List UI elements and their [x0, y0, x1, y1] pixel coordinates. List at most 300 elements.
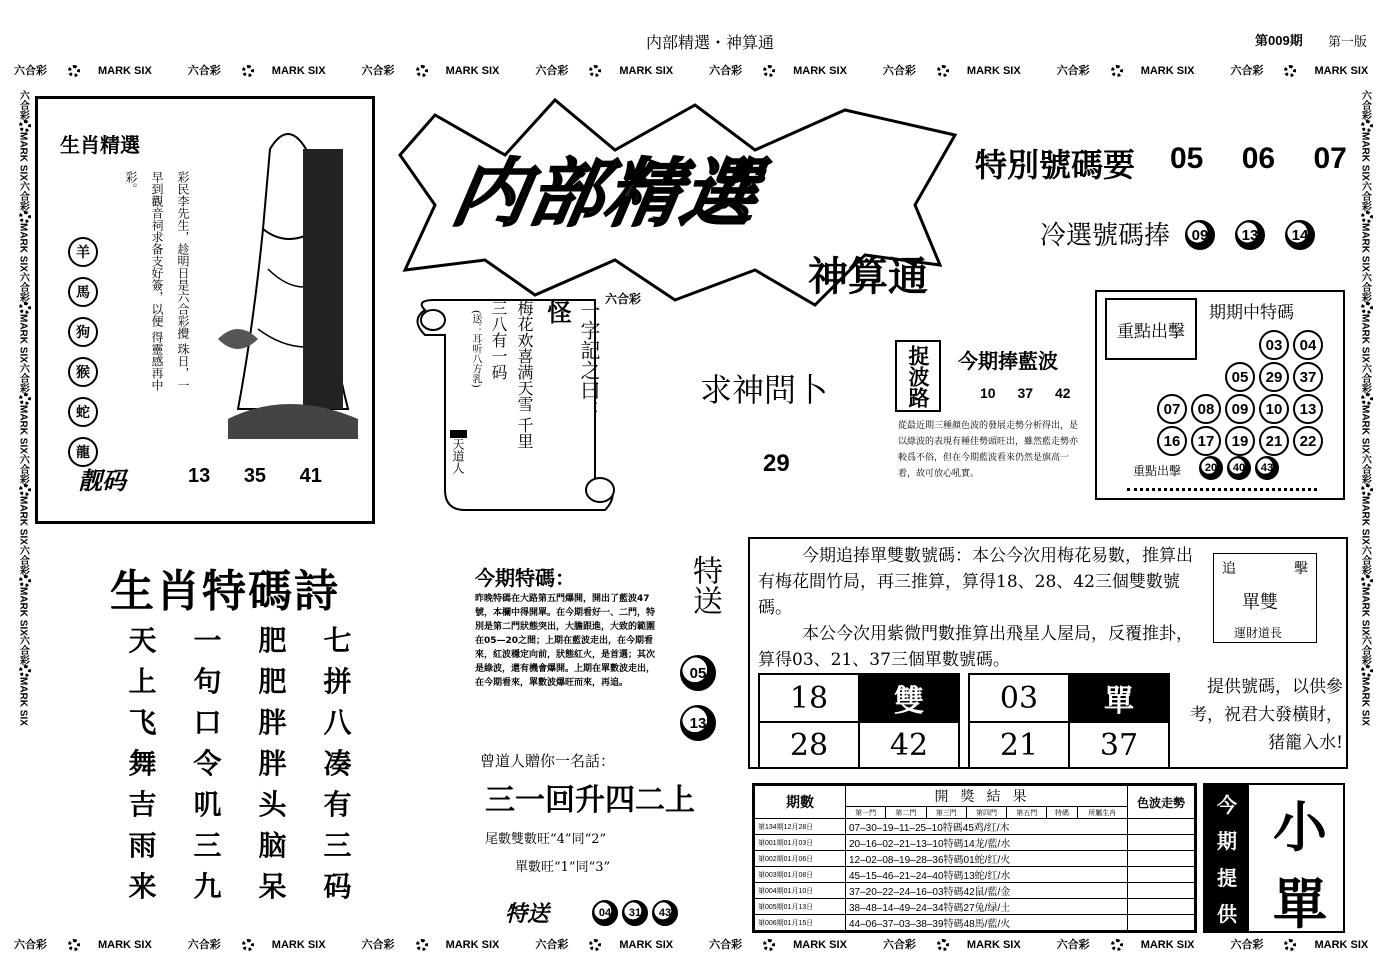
periodic-ball: 03 [1259, 330, 1289, 360]
table-row [755, 867, 1195, 883]
scroll-author: 天道人 [450, 430, 467, 490]
strip-cn: 六合彩 [17, 180, 29, 211]
strip-cn: 六合彩 [1359, 271, 1371, 302]
strip-logo [362, 939, 518, 951]
strip-cn: 六合彩 [17, 271, 29, 302]
header-title: 内部精選・神算通 [645, 33, 774, 52]
poem-char: 肥 [258, 664, 287, 698]
strip-en: MARK SIX [1359, 495, 1371, 545]
periodic-ball: 10 [1259, 394, 1289, 424]
gift-ball: 05 [680, 655, 716, 691]
gift-numbers [680, 655, 716, 741]
strip-cn: 六合彩 [14, 65, 47, 77]
poem-char: 三 [323, 828, 352, 862]
chase-mid: 單雙 [1242, 592, 1278, 613]
flower-icon [1111, 939, 1123, 951]
poem-char: 吉 [128, 787, 157, 821]
flower-icon [416, 65, 428, 77]
focus-label: 重點出擊 [1105, 298, 1197, 360]
strip-cn: 六合彩 [709, 939, 743, 951]
table-row [755, 915, 1195, 931]
poem-grid [110, 618, 370, 908]
period-cell: 第006期01月15日 [755, 915, 846, 931]
even-number: 28 [759, 722, 859, 768]
strip-cn: 六合彩 [709, 65, 743, 77]
gate-header: 第三門 [926, 807, 966, 819]
special-numbers [1170, 142, 1347, 176]
poem-char: 胖 [258, 746, 287, 780]
cold-number-ball: 13 [1235, 220, 1265, 250]
strip-en: MARK SIX [1314, 939, 1369, 951]
strip-en: MARK SIX [1359, 132, 1371, 181]
periodic-row [1225, 362, 1323, 392]
flower-icon [1361, 665, 1373, 677]
flower-icon [763, 939, 775, 951]
draw-cell: 07–30–19–11–25–10特碼45鸡/红/木 [846, 819, 1128, 835]
cold-label: 冷選號碼捧 [1040, 221, 1171, 251]
label-char: 今 [1217, 792, 1237, 817]
results-title: 開獎結果 [846, 786, 1128, 807]
provide-text: 提供號碼，以供參考，祝君大發橫財，猪籠入水! [1190, 677, 1343, 753]
focus-label-2: 重點出擊 [1133, 464, 1182, 478]
periodic-row [1259, 330, 1323, 360]
strip-en: MARK SIX [793, 939, 847, 951]
flower-icon [1111, 65, 1123, 77]
periodic-ball: 37 [1293, 362, 1323, 392]
wave-cell [1128, 931, 1195, 934]
periodic-ball: 08 [1191, 394, 1221, 424]
zodiac-story [118, 171, 196, 401]
riddle-title [540, 300, 604, 440]
strip-en: MARK SIX [98, 939, 152, 951]
odd-even-para-1: 今期追捧單雙數號碼：本公今次用梅花易數，推算出有梅花間竹局，再三推算，算得18、28、42三個雙數號碼。 [758, 546, 1193, 618]
story-line: 得靈感再中彩。 [124, 171, 164, 391]
strip-cn: 六合彩 [17, 544, 29, 575]
odd-label: 單 [1069, 674, 1169, 722]
wave-numbers [980, 385, 1071, 401]
gate-header: 第四門 [966, 807, 1006, 819]
strip-en: MARK SIX [17, 495, 29, 545]
odd-grid [968, 673, 1170, 769]
strip-en: MARK SIX [1314, 65, 1369, 77]
page-number: 第一版 [1328, 35, 1368, 50]
periodic-ball: 13 [1293, 394, 1323, 424]
period-cell: 第002期01月06日 [755, 851, 846, 867]
big-char: 單 [1273, 873, 1327, 936]
poem-char: 肥 [258, 623, 287, 657]
periodic-ball: 17 [1191, 426, 1221, 456]
flower-icon [19, 665, 31, 677]
poem-char: 凑 [323, 746, 352, 780]
chase-left: 追 [1222, 561, 1236, 577]
guanyin-illustration [208, 109, 373, 449]
tail-line-2: 單數旺“1”同“3” [515, 860, 611, 875]
even-number: 18 [759, 674, 859, 722]
this-issue-title: 今期特碼： [475, 566, 575, 590]
wave-label: 捉波路 [895, 340, 941, 412]
strip-en: MARK SIX [445, 65, 500, 77]
chase-box [1213, 553, 1317, 643]
lucky-number: 41 [299, 465, 322, 487]
strip-en: MARK SIX [17, 222, 29, 272]
strip-cn: 六合彩 [1359, 544, 1371, 575]
flower-icon [1361, 484, 1373, 496]
strip-logo [17, 90, 28, 181]
flower-icon [242, 65, 254, 77]
zodiac-animal: 馬 [68, 277, 98, 307]
periodic-ball: 19 [1225, 426, 1255, 456]
strip-cn: 六合彩 [361, 65, 395, 77]
poem-char: 来 [128, 869, 157, 903]
strip-en: MARK SIX [619, 939, 674, 951]
wave-cell [1128, 819, 1195, 835]
zodiac-animal: 猴 [68, 357, 98, 387]
table-row [755, 899, 1195, 915]
gate-header: 特碼 [1047, 807, 1077, 819]
flower-icon [589, 939, 601, 951]
periodic-ball: 07 [1157, 394, 1187, 424]
strip-logo [17, 272, 28, 363]
zodiac-animal: 龍 [68, 437, 98, 467]
zodiac-selection-box [35, 96, 375, 524]
flower-icon [19, 484, 31, 496]
flower-icon [763, 65, 775, 77]
zodiac-animal: 狗 [68, 317, 98, 347]
poem-char: 天 [128, 623, 157, 657]
wave-cell [1128, 835, 1195, 851]
bottom-gift-ball: 43 [652, 900, 678, 926]
poem-char: 叽 [193, 787, 222, 821]
top-logo-strip [14, 62, 1374, 86]
strip-cn: 六合彩 [14, 939, 47, 951]
special-number: 05 [1170, 142, 1204, 175]
strip-logo [1057, 939, 1213, 951]
strip-en: MARK SIX [1359, 404, 1371, 454]
strip-logo [1359, 272, 1370, 363]
story-line: 珠日，一早到觀音祠求备支好簽，以便 [150, 171, 190, 391]
strip-en: MARK SIX [966, 939, 1021, 951]
periodic-ball: 29 [1259, 362, 1289, 392]
dotted-divider [1127, 488, 1317, 491]
results-table [754, 785, 1195, 933]
label-char: 供 [1217, 902, 1237, 927]
poem-char: 句 [193, 664, 222, 698]
wave-cell [1128, 883, 1195, 899]
wave-text: 從最近期三種顏色波的發展走勢分析得出，是以綠波的表現有種佳勢頭旺出，雖然藍走勢亦較爲不俗，但在今期藍波看來仍然是旗高一着，故可放心吼實。 [898, 421, 1079, 479]
issue-number: 第009期 [1255, 33, 1303, 48]
odd-even-box [748, 537, 1348, 769]
results-table-box [752, 783, 1197, 933]
strip-en: MARK SIX [17, 313, 29, 363]
wave-number: 42 [1054, 385, 1071, 401]
story-line: 彩民李先生，趁明日是六合彩攪 [176, 171, 190, 339]
flower-icon [68, 65, 80, 77]
cold-number-ball: 14 [1285, 220, 1315, 250]
zodiac-animal: 羊 [68, 237, 98, 267]
focus-ball: 43 [1255, 456, 1279, 480]
bottom-logo-strip [14, 936, 1374, 958]
strip-en: MARK SIX [1359, 586, 1371, 636]
poem-char: 令 [193, 746, 222, 780]
strip-logo [535, 65, 691, 77]
strip-logo [1230, 65, 1374, 77]
flower-icon [937, 65, 949, 77]
strip-cn: 六合彩 [1230, 65, 1264, 77]
poem-char: 一 [193, 623, 222, 657]
flower-icon [1361, 211, 1373, 223]
periodic-box [1095, 290, 1345, 500]
gate-header: 第二門 [886, 807, 926, 819]
strip-logo [1057, 65, 1213, 77]
strip-en: MARK SIX [619, 65, 674, 77]
banner-main-title: 内部精選 [446, 151, 766, 237]
zodiac-animal-list [68, 237, 98, 477]
gate-header: 第一門 [846, 807, 886, 819]
draw-cell: 12–02–08–19–28–36特碼01蛇/红/火 [846, 851, 1128, 867]
cold-number-ball: 09 [1185, 220, 1215, 250]
small-odd-label [1205, 785, 1249, 931]
strip-cn: 六合彩 [535, 939, 569, 951]
wave-title: 今期捧藍波 [958, 349, 1058, 373]
banner-sub-title: 神算通 [808, 254, 928, 300]
period-cell: 第005期01月13日 [755, 899, 846, 915]
periodic-ball: 21 [1259, 426, 1289, 456]
strip-cn: 六合彩 [17, 362, 29, 393]
col-wave: 色波走勢 [1128, 786, 1195, 819]
flower-icon [19, 575, 31, 587]
flower-icon [1361, 393, 1373, 405]
big-char: 小 [1273, 796, 1327, 859]
draw-cell: 44–06–37–03–38–39特碼48馬/藍/火 [846, 915, 1128, 931]
strip-logo [883, 939, 1039, 951]
riddle-note: (送：耳听八方乳) [470, 310, 481, 388]
poem-char: 飞 [128, 705, 157, 739]
draw-cell: 45–15–46–21–24–40特碼13蛇/红/水 [846, 867, 1128, 883]
table-row [755, 931, 1195, 934]
poem-char: 舞 [128, 746, 157, 780]
strip-logo [362, 65, 518, 77]
gift-ball: 13 [680, 705, 716, 741]
draw-cell: 38–48–14–49–24–34特碼27兔/绿/土 [846, 899, 1128, 915]
odd-number: 21 [969, 722, 1069, 768]
lucky-number: 13 [188, 465, 211, 487]
col-period: 期數 [755, 786, 846, 819]
periodic-row [1157, 426, 1323, 456]
strip-en: MARK SIX [98, 65, 152, 77]
strip-cn: 六合彩 [1359, 635, 1371, 666]
periodic-ball: 22 [1293, 426, 1323, 456]
wave-cell [1128, 867, 1195, 883]
riddle-answer: 怪 [543, 300, 572, 324]
label-char: 期 [1217, 829, 1237, 854]
small-odd-big [1257, 785, 1343, 936]
chase-sign: 運財道長 [1234, 626, 1283, 640]
periodic-ball: 16 [1157, 426, 1187, 456]
focus-numbers [1199, 456, 1279, 480]
bottom-gift-ball: 31 [622, 900, 648, 926]
wave-cell [1128, 899, 1195, 915]
strip-logo [17, 181, 28, 272]
table-row [755, 819, 1195, 835]
flower-icon [1361, 302, 1373, 314]
riddle-label: 一字記之曰： [577, 300, 601, 420]
wave-number: 10 [980, 385, 996, 401]
strip-en: MARK SIX [271, 65, 326, 77]
strip-cn: 六合彩 [187, 939, 221, 951]
lucky-numbers [188, 465, 322, 488]
special-title: 特別號碼要 [975, 146, 1136, 184]
strip-en: MARK SIX [17, 132, 29, 181]
riddle-lines [485, 300, 537, 460]
saying: 三一回升四二上 [485, 783, 695, 818]
oracle-title: 求神問卜 [700, 371, 829, 409]
left-logo-strip [14, 90, 34, 930]
strip-logo [14, 65, 170, 77]
strip-logo [188, 65, 344, 77]
special-number: 06 [1241, 142, 1276, 175]
strip-logo [17, 363, 28, 454]
wave-cell [1128, 915, 1195, 931]
poem-char: 码 [323, 869, 352, 903]
banner-logo: 六合彩 [605, 292, 642, 306]
flower-icon [68, 939, 80, 951]
flower-icon [19, 393, 31, 405]
even-number: 42 [859, 722, 959, 768]
strip-en: MARK SIX [1140, 65, 1195, 77]
label-char: 提 [1217, 865, 1237, 890]
flower-icon [19, 120, 31, 132]
zodiac-title: 生肖精選 [60, 133, 140, 157]
period-cell: 第003期01月08日 [755, 867, 846, 883]
poem-char: 八 [323, 705, 352, 739]
strip-logo [17, 454, 28, 545]
strip-cn: 六合彩 [1230, 939, 1264, 951]
strip-cn: 六合彩 [1056, 65, 1090, 77]
draw-cell [846, 931, 1128, 934]
tail-line-1: 尾數雙數旺“4”同“2” [485, 832, 607, 847]
flower-icon [1361, 120, 1373, 132]
strip-logo [1359, 181, 1370, 272]
wave-number: 37 [1017, 385, 1034, 401]
wave-cell [1128, 851, 1195, 867]
strip-logo [1359, 90, 1370, 181]
chase-right: 擊 [1294, 561, 1308, 577]
strip-cn: 六合彩 [1359, 453, 1371, 484]
strip-cn: 六合彩 [882, 65, 916, 77]
strip-en: MARK SIX [1140, 939, 1195, 951]
flower-icon [416, 939, 428, 951]
table-row [755, 883, 1195, 899]
even-label: 雙 [859, 674, 959, 722]
focus-ball: 20 [1199, 456, 1223, 480]
small-odd-box [1203, 783, 1345, 936]
odd-number: 03 [969, 674, 1069, 722]
strip-cn: 六合彩 [1359, 90, 1371, 120]
strip-en: MARK SIX [1359, 313, 1371, 363]
poem-title: 生肖特碼詩 [110, 566, 340, 617]
strip-logo [535, 939, 691, 951]
strip-en: MARK SIX [1359, 222, 1371, 272]
strip-cn: 六合彩 [1359, 180, 1371, 211]
saying-label: 曾道人贈你一名話： [480, 752, 616, 770]
periodic-ball: 04 [1293, 330, 1323, 360]
poem-char: 头 [258, 787, 287, 821]
strip-logo [709, 939, 865, 951]
poem-char: 九 [193, 869, 222, 903]
focus-ball: 40 [1227, 456, 1251, 480]
this-issue-text: 昨晚特碼在大路第五門爆開，開出了藍波47號，本欄中得開單。在今期看好一、二門，特別是第二門狀態突出，大膽跟進，大致的範圍在05—20之間；上期在藍波走出，在今期看來，紅波穩定向前，狀態紅火，是首選；其次是綠波，還有機會爆開。上期在單數波走出，在今期看來，單數波爆旺而來，再追。 [475, 594, 656, 688]
strip-en: MARK SIX [793, 65, 847, 77]
poem-char: 上 [128, 664, 157, 698]
flower-icon [1361, 575, 1373, 587]
strip-cn: 六合彩 [17, 90, 29, 120]
bottom-gift-numbers [592, 900, 678, 926]
table-row [755, 851, 1195, 867]
poem-char: 拼 [323, 664, 352, 698]
lucky-label: 靓码 [78, 466, 126, 495]
flower-icon [19, 211, 31, 223]
flower-icon [1284, 65, 1296, 77]
strip-cn: 六合彩 [17, 453, 29, 484]
flower-icon [19, 302, 31, 314]
poem-char: 有 [323, 787, 352, 821]
periodic-row [1157, 394, 1323, 424]
gate-header: 所屬生肖 [1077, 807, 1127, 819]
strip-cn: 六合彩 [17, 635, 29, 666]
strip-en: MARK SIX [17, 586, 29, 636]
strip-logo [1359, 635, 1370, 726]
poem-char: 脑 [258, 828, 287, 862]
flower-icon [937, 939, 949, 951]
poem-char: 呆 [258, 869, 287, 903]
strip-cn: 六合彩 [882, 939, 916, 951]
strip-logo [14, 939, 170, 951]
odd-even-para-2: 本公今次用紫微門數推算出飛星人屋局，反覆推卦，算得03、21、37三個單數號碼。 [758, 624, 1193, 670]
poem-char: 胖 [258, 705, 287, 739]
strip-logo [1359, 363, 1370, 454]
strip-logo [188, 939, 344, 951]
periodic-ball: 09 [1225, 394, 1255, 424]
strip-en: MARK SIX [966, 65, 1021, 77]
strip-logo [709, 65, 865, 77]
period-cell: 第134期12月28日 [755, 819, 846, 835]
bottom-gift-label: 特送 [505, 902, 550, 927]
gate-header: 第五門 [1007, 807, 1047, 819]
cold-numbers [1185, 220, 1315, 250]
poem-char: 口 [193, 705, 222, 739]
periodic-title: 期期中特碼 [1209, 303, 1294, 323]
strip-logo [1359, 454, 1370, 545]
strip-cn: 六合彩 [535, 65, 569, 77]
period-cell: 第001期01月03日 [755, 835, 846, 851]
strip-cn: 六合彩 [1359, 362, 1371, 393]
oracle-number: 29 [763, 450, 790, 477]
lucky-number: 35 [243, 465, 267, 487]
strip-en: MARK SIX [17, 677, 29, 727]
periodic-ball: 05 [1225, 362, 1255, 392]
strip-en: MARK SIX [1359, 677, 1371, 727]
strip-en: MARK SIX [445, 939, 500, 951]
flower-icon [589, 65, 601, 77]
odd-number: 37 [1069, 722, 1169, 768]
even-grid [758, 673, 960, 769]
right-logo-strip [1356, 90, 1376, 930]
flower-icon [1284, 939, 1296, 951]
table-row [755, 835, 1195, 851]
strip-logo [1359, 545, 1370, 636]
special-number: 07 [1313, 142, 1347, 175]
draw-cell: 20–16–02–21–13–10特碼14龙/藍/水 [846, 835, 1128, 851]
